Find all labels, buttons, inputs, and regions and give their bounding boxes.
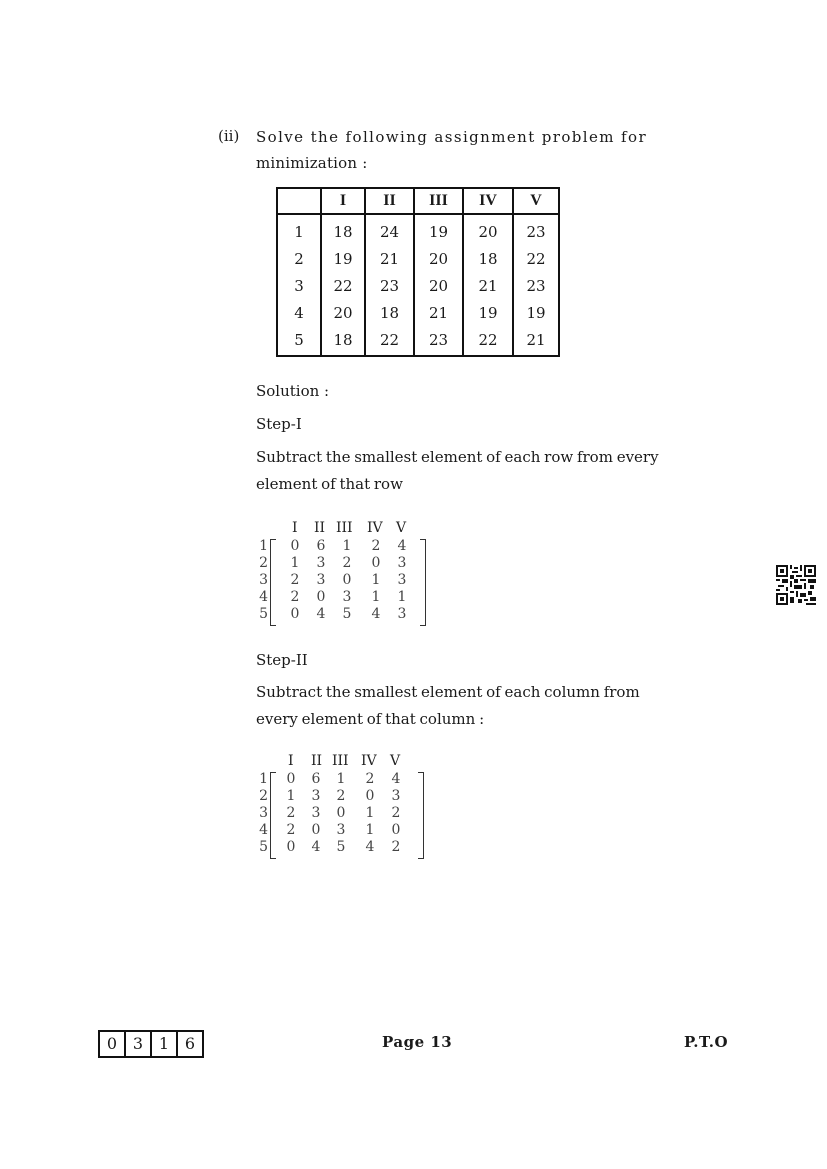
matrix-cell: 2 xyxy=(290,589,300,605)
matrix-row-label: 5 xyxy=(259,839,268,855)
matrix-cell: 0 xyxy=(311,822,321,838)
matrix-cell: 0 xyxy=(342,572,352,588)
matrix-row-label: 5 xyxy=(259,606,268,622)
matrix-cell: 3 xyxy=(316,572,326,588)
matrix-cell: 4 xyxy=(397,538,407,554)
subject-code-boxes xyxy=(98,1030,204,1058)
table-cell: 20 xyxy=(414,245,463,272)
step-2-description xyxy=(256,679,666,733)
matrix-cell: 3 xyxy=(397,606,407,622)
matrix-cell: 3 xyxy=(311,805,321,821)
matrix-cell: 6 xyxy=(311,771,321,787)
matrix-cell: 1 xyxy=(365,822,375,838)
step-1-desc-line-1: Subtract the smallest element of each row from every xyxy=(256,448,659,466)
question-line-1: Solve the following assignment problem for xyxy=(256,128,648,146)
table-cell: 18 xyxy=(321,214,365,245)
matrix-row-label: 2 xyxy=(259,555,268,571)
matrix-cell: 0 xyxy=(286,771,296,787)
matrix-col-header: III xyxy=(336,520,353,536)
question-line-2: minimization : xyxy=(256,154,368,172)
matrix-cell: 1 xyxy=(371,572,381,588)
step-1-title: Step-I xyxy=(256,415,302,433)
table-cell: 18 xyxy=(321,326,365,356)
matrix-cell: 2 xyxy=(342,555,352,571)
matrix-row-label: 1 xyxy=(259,771,268,787)
matrix-cell: 5 xyxy=(342,606,352,622)
matrix-cell: 3 xyxy=(336,822,346,838)
step-1-desc-line-2: element of that row xyxy=(256,475,403,493)
matrix-cell: 0 xyxy=(286,839,296,855)
table-cell: 22 xyxy=(365,326,414,356)
row-label: 2 xyxy=(277,245,321,272)
code-digit: 0 xyxy=(100,1032,126,1056)
step-1-matrix xyxy=(256,520,432,630)
table-cell: 23 xyxy=(414,326,463,356)
row-label: 5 xyxy=(277,326,321,356)
matrix-cell: 1 xyxy=(371,589,381,605)
matrix-cell: 6 xyxy=(316,538,326,554)
table-cell: 18 xyxy=(463,245,513,272)
question-text xyxy=(256,124,656,176)
matrix-col-header: II xyxy=(314,520,326,536)
table-cell: 23 xyxy=(365,272,414,299)
table-cell: 23 xyxy=(513,214,559,245)
matrix-col-header: V xyxy=(396,520,407,536)
matrix-col-header: V xyxy=(390,753,401,769)
row-label: 1 xyxy=(277,214,321,245)
matrix-cell: 4 xyxy=(311,839,321,855)
matrix-cell: 2 xyxy=(391,839,401,855)
matrix-cell: 1 xyxy=(336,771,346,787)
matrix-col-header: II xyxy=(311,753,323,769)
matrix-cell: 0 xyxy=(316,589,326,605)
table-row xyxy=(277,214,559,245)
matrix-cell: 0 xyxy=(371,555,381,571)
column-header: III xyxy=(414,188,463,214)
table-cell: 21 xyxy=(513,326,559,356)
table-row xyxy=(277,245,559,272)
matrix-left-bracket xyxy=(270,772,276,859)
table-cell: 20 xyxy=(414,272,463,299)
table-row xyxy=(277,272,559,299)
matrix-row-label: 4 xyxy=(259,589,268,605)
table-cell: 22 xyxy=(463,326,513,356)
table-cell: 20 xyxy=(463,214,513,245)
step-2-desc-line-1: Subtract the smallest element of each column from xyxy=(256,683,640,701)
matrix-cell: 2 xyxy=(371,538,381,554)
matrix-cell: 0 xyxy=(391,822,401,838)
column-header: IV xyxy=(463,188,513,214)
table-cell: 22 xyxy=(321,272,365,299)
row-label: 4 xyxy=(277,299,321,326)
matrix-cell: 4 xyxy=(365,839,375,855)
matrix-cell: 2 xyxy=(336,788,346,804)
table-cell: 21 xyxy=(365,245,414,272)
matrix-right-bracket xyxy=(418,772,424,859)
table-cell: 19 xyxy=(463,299,513,326)
table-cell: 19 xyxy=(321,245,365,272)
matrix-cell: 2 xyxy=(391,805,401,821)
column-header: II xyxy=(365,188,414,214)
assignment-table xyxy=(276,187,560,357)
code-digit: 3 xyxy=(126,1032,152,1056)
matrix-col-header: I xyxy=(288,753,294,769)
matrix-cell: 0 xyxy=(290,606,300,622)
step-2-title: Step-II xyxy=(256,651,308,669)
table-cell: 22 xyxy=(513,245,559,272)
solution-heading: Solution : xyxy=(256,382,330,400)
table-cell: 19 xyxy=(513,299,559,326)
matrix-cell: 4 xyxy=(316,606,326,622)
matrix-row-label: 2 xyxy=(259,788,268,804)
table-cell: 21 xyxy=(414,299,463,326)
matrix-cell: 5 xyxy=(336,839,346,855)
step-2-matrix xyxy=(256,753,432,863)
column-header: V xyxy=(513,188,559,214)
matrix-col-header: I xyxy=(292,520,298,536)
matrix-col-header: IV xyxy=(361,753,377,769)
table-row xyxy=(277,299,559,326)
step-2-desc-line-2: every element of that column : xyxy=(256,710,485,728)
matrix-cell: 0 xyxy=(336,805,346,821)
table-cell: 24 xyxy=(365,214,414,245)
table-row xyxy=(277,326,559,356)
matrix-cell: 2 xyxy=(365,771,375,787)
table-cell: 18 xyxy=(365,299,414,326)
code-digit: 1 xyxy=(152,1032,178,1056)
matrix-cell: 4 xyxy=(391,771,401,787)
matrix-cell: 0 xyxy=(290,538,300,554)
matrix-cell: 1 xyxy=(342,538,352,554)
matrix-cell: 3 xyxy=(311,788,321,804)
page-number: Page 13 xyxy=(382,1033,453,1051)
matrix-cell: 3 xyxy=(342,589,352,605)
table-cell: 21 xyxy=(463,272,513,299)
matrix-cell: 2 xyxy=(290,572,300,588)
table-cell: 19 xyxy=(414,214,463,245)
table-corner xyxy=(277,188,321,214)
matrix-cell: 1 xyxy=(286,788,296,804)
matrix-left-bracket xyxy=(270,539,276,626)
matrix-cell: 3 xyxy=(397,555,407,571)
row-label: 3 xyxy=(277,272,321,299)
matrix-right-bracket xyxy=(420,539,426,626)
code-digit: 6 xyxy=(184,1034,196,1053)
matrix-cell: 3 xyxy=(397,572,407,588)
qr-code-icon xyxy=(776,565,816,605)
matrix-cell: 0 xyxy=(365,788,375,804)
matrix-cell: 3 xyxy=(316,555,326,571)
matrix-row-label: 1 xyxy=(259,538,268,554)
matrix-col-header: IV xyxy=(367,520,383,536)
step-1-description xyxy=(256,444,666,498)
matrix-col-header: III xyxy=(332,753,349,769)
pto-label: P.T.O xyxy=(684,1033,729,1051)
matrix-cell: 1 xyxy=(397,589,407,605)
question-label: (ii) xyxy=(218,127,240,145)
assignment-table-header-row xyxy=(277,188,559,214)
matrix-cell: 2 xyxy=(286,805,296,821)
matrix-row-label: 4 xyxy=(259,822,268,838)
matrix-cell: 2 xyxy=(286,822,296,838)
column-header: I xyxy=(321,188,365,214)
matrix-cell: 1 xyxy=(290,555,300,571)
table-cell: 23 xyxy=(513,272,559,299)
matrix-cell: 1 xyxy=(365,805,375,821)
table-cell: 20 xyxy=(321,299,365,326)
matrix-row-label: 3 xyxy=(259,805,268,821)
matrix-row-label: 3 xyxy=(259,572,268,588)
matrix-cell: 3 xyxy=(391,788,401,804)
matrix-cell: 4 xyxy=(371,606,381,622)
